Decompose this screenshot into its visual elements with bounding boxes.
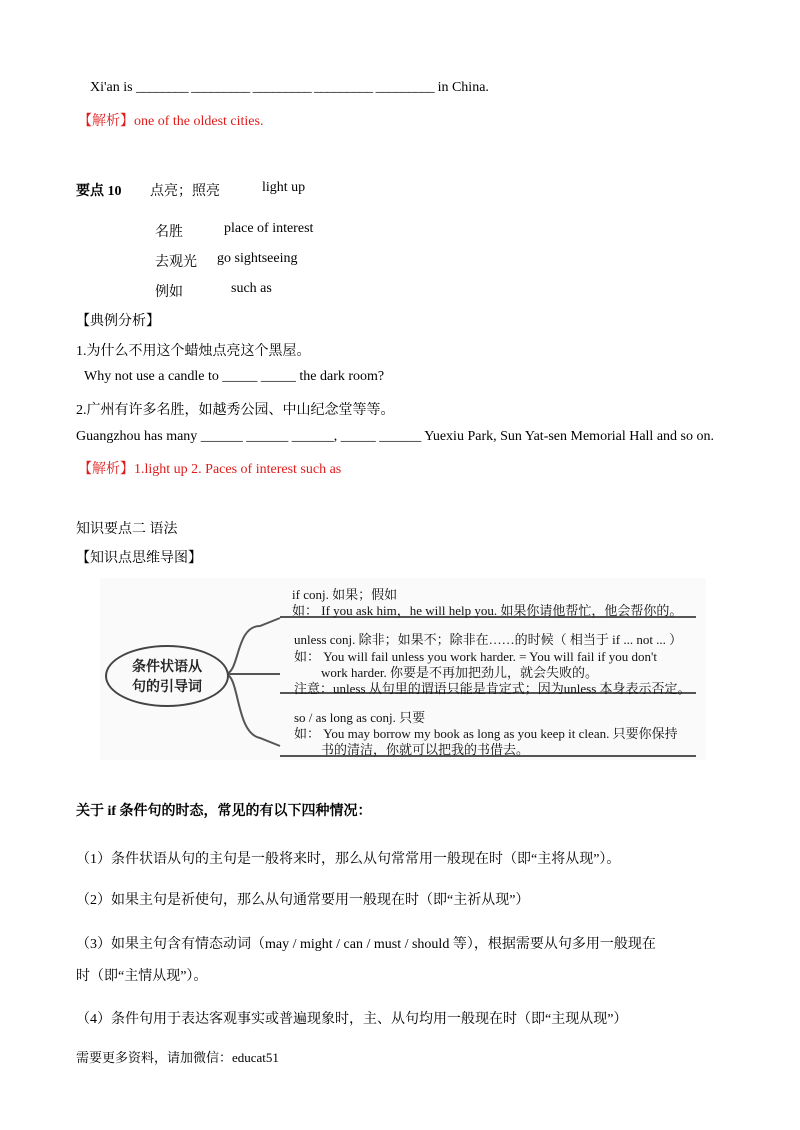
example-2-cn: 2.广州有许多名胜，如越秀公园、中山纪念堂等等。 — [76, 403, 395, 418]
mindmap-figure — [100, 578, 706, 760]
note-3b: 时（即“主情从现”）。 — [76, 969, 208, 984]
answer-text: 1.light up 2. Paces of interest such as — [134, 462, 342, 477]
solong-title: so / as long as conj. 只要 — [294, 710, 426, 725]
vocab-cn-3: 例如 — [155, 285, 183, 300]
vocab-en-3: such as — [231, 281, 272, 296]
example-1-en: Why not use a candle to _____ _____ the dark room? — [84, 369, 385, 384]
examples-heading: 【典例分析】 — [76, 314, 160, 329]
unless-title: unless conj. 除非；如果不；除非在……的时候（ 相当于 if ... not ... ） — [294, 632, 683, 647]
answer-line-2 — [78, 458, 341, 478]
vocab-cn-2: 去观光 — [155, 255, 197, 270]
sentence-start: Xi'an is — [90, 80, 133, 95]
center-line-2: 句的引导词 — [132, 679, 202, 695]
center-line-1: 条件状语从 — [132, 659, 202, 675]
answer-line-1 — [78, 110, 263, 130]
grammar-section-title: 知识要点二 语法 — [76, 522, 178, 537]
exercise-sentence — [90, 80, 489, 96]
sentence-end: in China. — [437, 80, 489, 95]
unless-example-1: 如： You will fail unless you work harder. = You will fail if you don't — [294, 649, 657, 664]
note-2: （2）如果主句是祈使句，那么从句通常要用一般现在时（即“主祈从现”） — [76, 893, 530, 908]
footer-text: 需要更多资料，请加微信：educat51 — [76, 1050, 279, 1065]
notes-heading: 关于 if 条件句的时态，常见的有以下四种情况： — [76, 804, 372, 819]
if-example: 如： If you ask him，he will help you. 如果你请他帮忙，他会帮你的。 — [292, 603, 683, 618]
note-4: （4）条件句用于表达客观事实或普遍现象时，主、从句均用一般现在时（即“主现从现”） — [76, 1012, 628, 1027]
sentence-blanks: ________ _________ _________ _________ _________ — [136, 80, 435, 95]
vocab-cn-1: 名胜 — [155, 225, 183, 240]
note-3a: （3）如果主句含有情态动词（may / might / can / must / should 等），根据需要从句多用一般现在 — [76, 937, 656, 952]
vocab-en-1: place of interest — [224, 221, 314, 236]
example-2-en: Guangzhou has many ______ ______ ______, _____ ______ Yuexiu Park, Sun Yat-sen Memorial Hall and so on. — [76, 429, 714, 444]
mindmap-center-node — [105, 645, 229, 707]
if-title: if conj. 如果；假如 — [292, 587, 398, 602]
answer-tag: 【解析】 — [78, 462, 134, 477]
keypoint-label: 要点 10 — [76, 184, 122, 199]
example-1-cn: 1.为什么不用这个蜡烛点亮这个黑屋。 — [76, 344, 311, 359]
vocab-en-2: go sightseeing — [217, 251, 298, 266]
note-1: （1）条件状语从句的主句是一般将来时，那么从句常常用一般现在时（即“主将从现”）。 — [76, 852, 621, 867]
unless-example-2: work harder. 你要是不再加把劲儿，就会失败的。 — [321, 665, 598, 680]
solong-example-2: 书的清洁，你就可以把我的书借去。 — [321, 742, 530, 757]
answer-text: one of the oldest cities. — [134, 114, 264, 129]
keypoint-en: light up — [262, 180, 306, 195]
unless-note: 注意：unless 从句里的谓语只能是肯定式；因为unless 本身表示否定。 — [294, 681, 691, 696]
keypoint-cn: 点亮；照亮 — [150, 184, 220, 199]
solong-example-1: 如： You may borrow my book as long as you keep it clean. 只要你保持 — [294, 726, 678, 741]
answer-tag: 【解析】 — [78, 114, 134, 129]
mindmap-heading: 【知识点思维导图】 — [76, 551, 202, 566]
